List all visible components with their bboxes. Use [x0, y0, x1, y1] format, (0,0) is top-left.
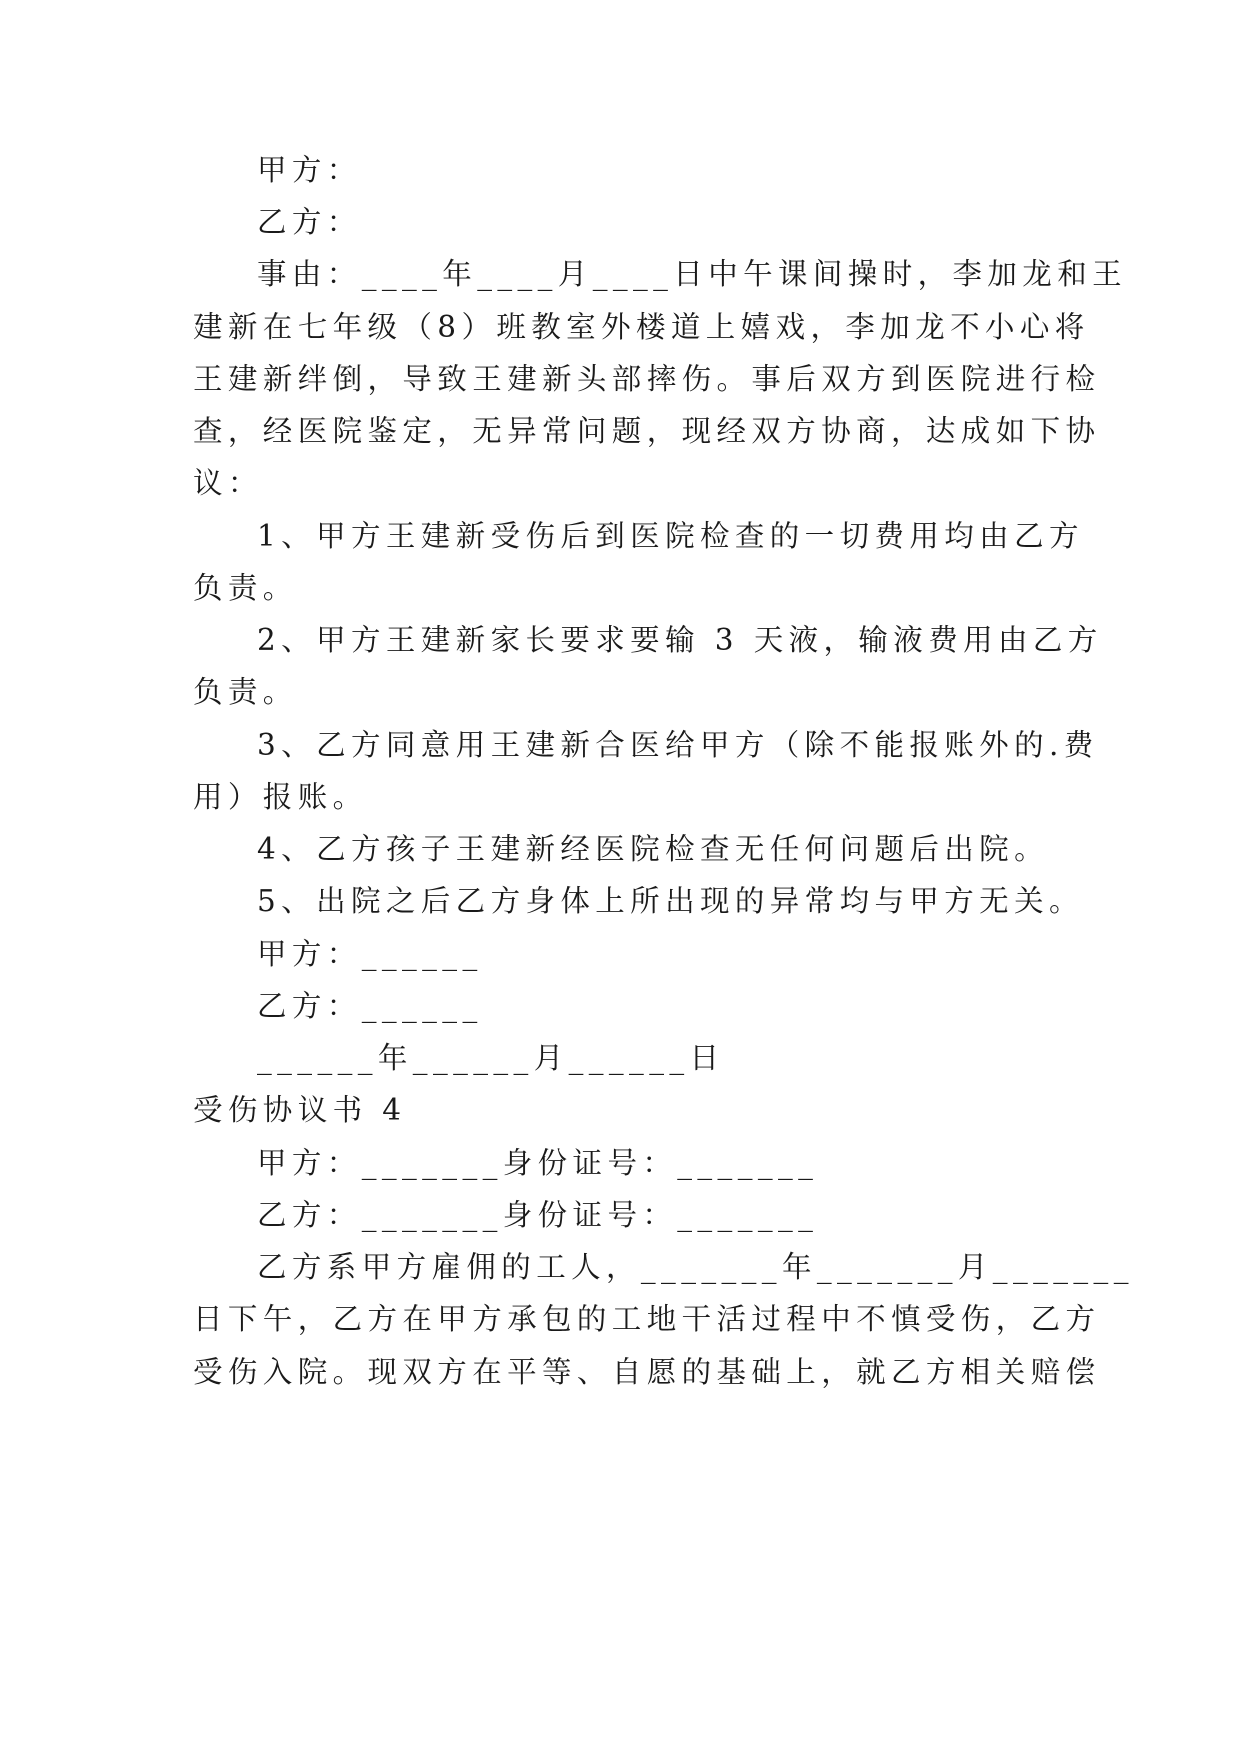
paragraph-line: 议：	[193, 466, 263, 500]
clause-line: 负责。	[193, 571, 298, 605]
paragraph-line: 查，经医院鉴定，无异常问题，现经双方协商，达成如下协	[193, 414, 1101, 448]
paragraph-line: 王建新绊倒，导致王建新头部摔伤。事后双方到医院进行检	[193, 362, 1101, 396]
section-title: 受伤协议书 4	[193, 1093, 407, 1127]
clause-line: 1、甲方王建新受伤后到医院检查的一切费用均由乙方	[257, 519, 1084, 553]
paragraph-line: 受伤入院。现双方在平等、自愿的基础上，就乙方相关赔偿	[193, 1355, 1101, 1389]
clause-line: 4、乙方孩子王建新经医院检查无任何问题后出院。	[257, 832, 1049, 866]
paragraph-line: 乙方系甲方雇佣的工人，_______年_______月_______	[257, 1250, 1134, 1284]
clause-line: 3、乙方同意用王建新合医给甲方（除不能报账外的.费	[257, 728, 1099, 762]
party-b-line: 乙方：	[257, 205, 362, 239]
signature-party-a: 甲方：______	[257, 937, 483, 971]
clause-line: 用）报账。	[193, 780, 368, 814]
signature-date: ______年______月______日	[257, 1041, 725, 1075]
party-b-id-line: 乙方：_______身份证号：_______	[257, 1198, 819, 1232]
signature-party-b: 乙方：______	[257, 989, 483, 1023]
clause-line: 2、甲方王建新家长要求要输 3 天液，输液费用由乙方	[257, 623, 1103, 657]
paragraph-line: 事由：____年____月____日中午课间操时，李加龙和王	[257, 257, 1128, 291]
paragraph-line: 日下午，乙方在甲方承包的工地干活过程中不慎受伤，乙方	[193, 1302, 1101, 1336]
clause-line: 5、出院之后乙方身体上所出现的异常均与甲方无关。	[257, 884, 1084, 918]
clause-line: 负责。	[193, 675, 298, 709]
paragraph-line: 建新在七年级（8）班教室外楼道上嬉戏，李加龙不小心将	[193, 310, 1090, 344]
party-a-line: 甲方：	[257, 153, 362, 187]
party-a-id-line: 甲方：_______身份证号：_______	[257, 1146, 819, 1180]
